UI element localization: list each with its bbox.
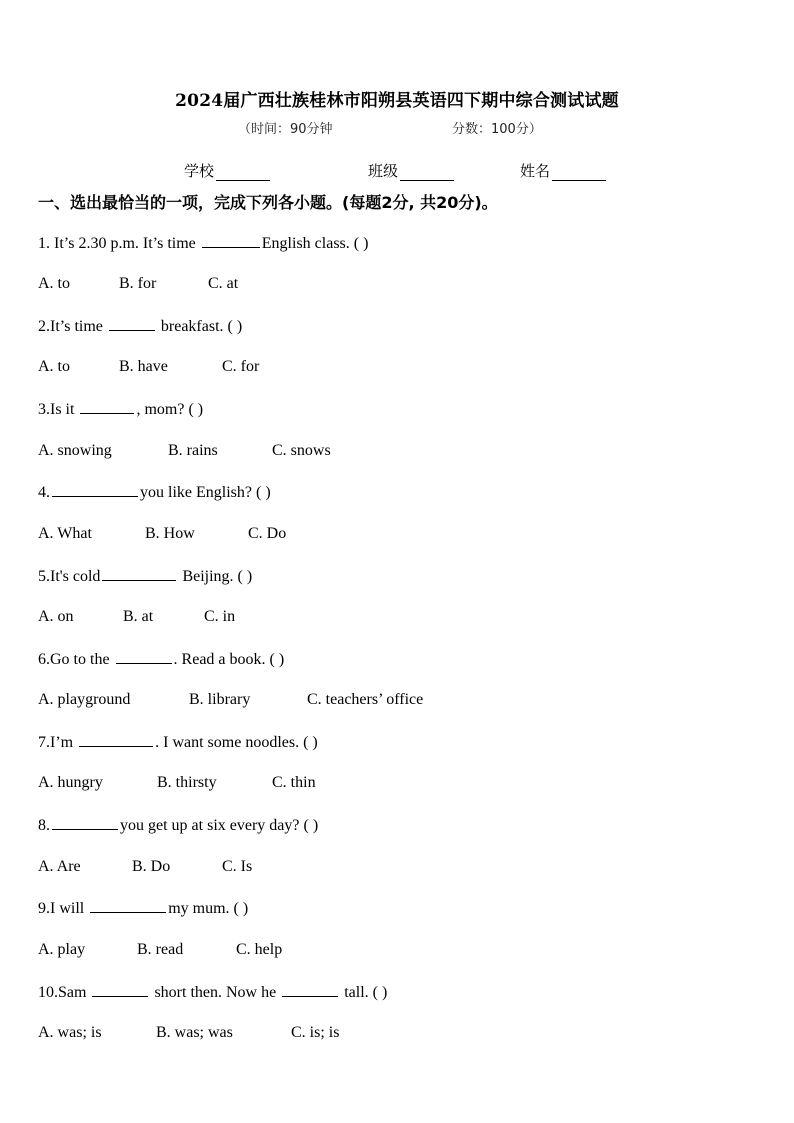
question-3-pre: 3.Is it (38, 401, 79, 418)
option-b[interactable]: B. library (189, 691, 251, 708)
section-1-heading: 一、选出最恰当的一项，完成下列各小题。(每题2分, 共20分)。 (38, 193, 498, 212)
question-9-post: my mum. ( ) (168, 900, 249, 917)
answer-blank[interactable] (102, 565, 176, 581)
question-2-post: breakfast. ( ) (156, 318, 243, 335)
options-1 (38, 273, 738, 295)
question-1-post: English class. ( ) (261, 235, 369, 252)
answer-blank[interactable] (282, 981, 338, 997)
class-label: 班级 (368, 162, 399, 180)
question-7-pre: 7.I’m (38, 734, 78, 751)
options-5 (38, 606, 738, 628)
question-4 (38, 481, 271, 503)
question-6 (38, 648, 284, 670)
options-9 (38, 939, 738, 961)
question-10-post: short then. Now he (150, 984, 281, 1001)
answer-blank[interactable] (202, 232, 260, 248)
option-a[interactable]: A. Are (38, 858, 81, 875)
question-5-pre: 5.It's cold (38, 568, 101, 585)
name-field[interactable] (520, 160, 606, 181)
answer-blank[interactable] (52, 481, 138, 497)
option-b[interactable]: B. How (145, 525, 195, 542)
option-b[interactable]: B. have (119, 358, 168, 375)
option-c[interactable]: C. snows (272, 442, 331, 459)
option-c[interactable]: C. Do (248, 525, 287, 542)
question-2-pre: 2.It’s time (38, 318, 107, 335)
option-a[interactable]: A. play (38, 941, 86, 958)
option-a[interactable]: A. was; is (38, 1024, 102, 1041)
answer-blank[interactable] (80, 398, 134, 414)
question-9 (38, 897, 248, 919)
option-a[interactable]: A. What (38, 525, 92, 542)
question-8-pre: 8. (38, 817, 50, 834)
options-6 (38, 689, 738, 711)
options-2 (38, 356, 738, 378)
option-b[interactable]: B. read (137, 941, 184, 958)
option-b[interactable]: B. was; was (156, 1024, 233, 1041)
question-4-pre: 4. (38, 484, 50, 501)
option-b[interactable]: B. thirsty (157, 774, 217, 791)
exam-title: 2024届广西壮族桂林市阳朔县英语四下期中综合测试试题 (175, 91, 619, 111)
option-c[interactable]: C. in (204, 608, 236, 625)
question-3-post: , mom? ( ) (136, 401, 204, 418)
option-a[interactable]: A. to (38, 275, 70, 292)
question-1-pre: 1. It’s 2.30 p.m. It’s time (38, 235, 200, 252)
exam-time: （时间：90分钟 (238, 122, 333, 137)
question-2 (38, 315, 242, 337)
question-10 (38, 981, 387, 1003)
question-6-post: . Read a book. ( ) (173, 651, 285, 668)
question-7 (38, 731, 318, 753)
option-b[interactable]: B. rains (168, 442, 218, 459)
question-1 (38, 232, 368, 254)
answer-blank[interactable] (116, 648, 172, 664)
question-5 (38, 565, 252, 587)
class-field[interactable] (368, 160, 454, 181)
options-4 (38, 523, 738, 545)
options-10 (38, 1022, 738, 1044)
question-4-post: you like English? ( ) (140, 484, 271, 501)
option-c[interactable]: C. Is (222, 858, 253, 875)
option-c[interactable]: C. thin (272, 774, 316, 791)
option-c[interactable]: C. at (208, 275, 239, 292)
option-b[interactable]: B. for (119, 275, 157, 292)
options-3 (38, 440, 738, 462)
option-c[interactable]: C. teachers’ office (307, 691, 424, 708)
question-10-post2: tall. ( ) (340, 984, 388, 1001)
name-label: 姓名 (520, 162, 551, 180)
option-a[interactable]: A. hungry (38, 774, 103, 791)
exam-score: 分数：100分） (452, 122, 542, 137)
question-10-pre: 10.Sam (38, 984, 91, 1001)
option-b[interactable]: B. at (123, 608, 154, 625)
option-b[interactable]: B. Do (132, 858, 171, 875)
option-a[interactable]: A. to (38, 358, 70, 375)
question-6-pre: 6.Go to the (38, 651, 114, 668)
option-c[interactable]: C. is; is (291, 1024, 340, 1041)
question-9-pre: 9.I will (38, 900, 89, 917)
answer-blank[interactable] (79, 731, 153, 747)
name-blank[interactable] (552, 165, 606, 181)
question-8-post: you get up at six every day? ( ) (120, 817, 319, 834)
option-c[interactable]: C. help (236, 941, 283, 958)
options-7 (38, 772, 738, 794)
answer-blank[interactable] (109, 315, 155, 331)
option-c[interactable]: C. for (222, 358, 260, 375)
option-a[interactable]: A. on (38, 608, 74, 625)
option-a[interactable]: A. playground (38, 691, 131, 708)
question-7-post: . I want some noodles. ( ) (155, 734, 318, 751)
option-a[interactable]: A. snowing (38, 442, 112, 459)
school-label: 学校 (184, 162, 215, 180)
question-5-post: Beijing. ( ) (178, 568, 253, 585)
answer-blank[interactable] (90, 897, 166, 913)
class-blank[interactable] (400, 165, 454, 181)
question-3 (38, 398, 203, 420)
options-8 (38, 856, 738, 878)
answer-blank[interactable] (52, 814, 118, 830)
question-8 (38, 814, 318, 836)
school-blank[interactable] (216, 165, 270, 181)
school-field[interactable] (184, 160, 270, 181)
answer-blank[interactable] (92, 981, 148, 997)
